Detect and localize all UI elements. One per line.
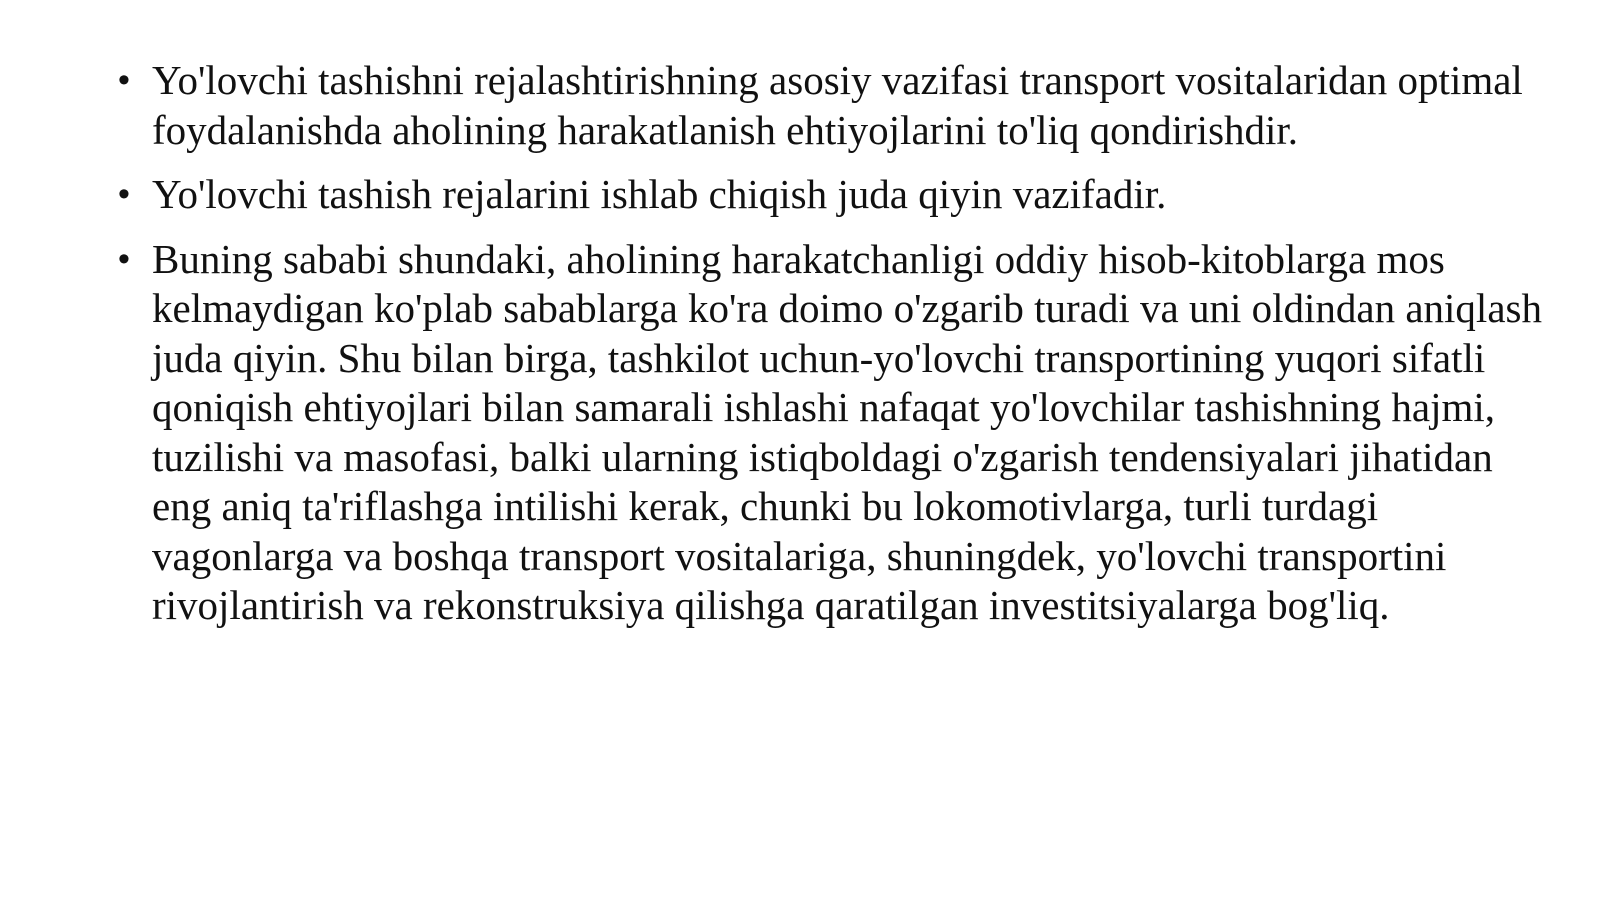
bullet-text: Buning sababi shundaki, aholining harakatchanligi oddiy hisob-kitoblarga mos kelmaydigan ko'plab sabablarga ko'ra doimo o'zgarib turadi va uni oldindan aniqlash juda qiyin. Shu bilan birga, tashkilot uchun-yo'lovchi transportining yuqori sifatli qoniqish ehtiyojlari bilan samarali ishlashi nafaqat yo'lovchilar tashishning hajmi, tuzilishi va masofasi, balki ularning istiqboldagi o'zgarish tendensiyalari jihatidan eng aniq ta'riflashga intilishi kerak, chunki bu lokomotivlarga, turli turdagi vagonlarga va boshqa transport vositalariga, shuningdek, yo'lovchi transportini rivojlantirish va rekonstruksiya qilishga qaratilgan investitsiyalarga bog'liq. <box>152 235 1542 628</box>
bullet-item <box>118 170 1558 220</box>
bullet-dot: • <box>118 61 130 99</box>
bullet-text: Yo'lovchi tashish rejalarini ishlab chiqish juda qiyin vazifadir. <box>152 171 1167 217</box>
bullet-dot: • <box>118 239 130 278</box>
bullet-item <box>118 235 1558 631</box>
bullet-list <box>118 56 1558 646</box>
bullet-item <box>118 56 1558 155</box>
bullet-dot: • <box>118 175 130 213</box>
bullet-text: Yo'lovchi tashishni rejalashtirishning asosiy vazifasi transport vositalaridan optimal foydalanishda aholining harakatlanish ehtiyojlarini to'liq qondirishdir. <box>152 57 1523 153</box>
